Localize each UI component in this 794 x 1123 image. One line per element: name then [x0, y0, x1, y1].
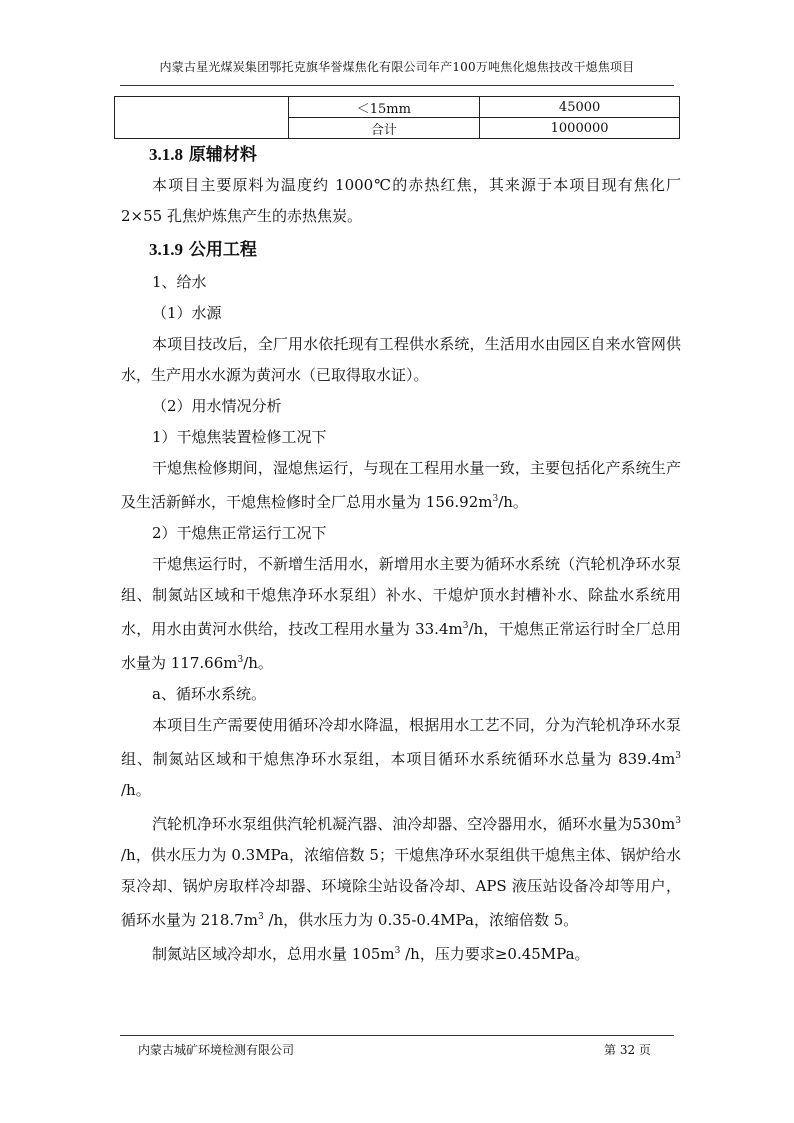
paragraph-nitrogen-station	[121, 936, 681, 970]
list-item: 1）干熄焦装置检修工况下	[152, 428, 327, 446]
text-run: /h，供水压力为 0.35-0.4MPa，浓缩倍数 5。	[263, 911, 579, 929]
data-table	[114, 96, 680, 139]
table-cell: 45000	[480, 97, 680, 118]
table-cell: 1000000	[480, 118, 680, 139]
paragraph-raw-materials: 本项目主要原料为温度约 1000℃的赤热红焦，其来源于本项目现有焦化厂2×55 孔焦炉炼焦产生的赤热焦炭。	[121, 176, 681, 225]
text-run: /h。	[243, 654, 273, 672]
header-divider	[120, 85, 674, 86]
list-item: （2）用水情况分析	[152, 397, 282, 415]
text-run: /h。	[121, 781, 151, 799]
table-row	[115, 97, 680, 118]
page-content	[121, 139, 681, 970]
text-run: 干熄焦检修期间，湿熄焦运行，与现在工程用水量一致，主要包括化产系统生产及生活新鲜水，干熄焦检修时全厂总用水量为 156.92m	[121, 459, 681, 511]
section-number: 3.1.9	[149, 240, 183, 259]
table-cell	[115, 97, 289, 139]
paragraph-turbine-pumps	[121, 806, 681, 936]
superscript: 3	[675, 751, 681, 761]
superscript: 3	[462, 621, 469, 631]
text-run: /h，供水压力为 0.3MPa，浓缩倍数 5；干熄焦净环水泵组供干熄焦主体、锅炉给水泵冷却、锅炉房取样冷却器、环境除尘站设备冷却、APS 液压站设备冷却等用户，循环水量为 218.7m	[121, 846, 681, 929]
table-cell: ＜15mm	[288, 97, 480, 118]
list-item: a、循环水系统。	[152, 685, 266, 703]
text-run: /h，压力要求≥0.45MPa。	[400, 945, 590, 963]
footer-divider	[120, 1035, 674, 1036]
section-title: 公用工程	[188, 240, 257, 260]
paragraph-case1	[121, 453, 681, 518]
footer-company: 内蒙古城矿环境检测有限公司	[138, 1043, 295, 1057]
paragraph-case2	[121, 549, 681, 679]
text-run: /h，干熄焦正常运行时全厂总用水量为 117.66m	[121, 620, 681, 672]
paragraph-circulating-water	[121, 710, 681, 806]
superscript: 3	[257, 912, 264, 922]
section-number: 3.1.8	[149, 145, 183, 164]
page-header: 内蒙古星光煤炭集团鄂托克旗华誉煤焦化有限公司年产100万吨焦化熄焦技改干熄焦项目	[159, 60, 635, 74]
superscript: 3	[237, 655, 244, 665]
list-item: 2）干熄焦正常运行工况下	[152, 524, 327, 542]
superscript: 3	[394, 946, 401, 956]
superscript: 3	[675, 816, 681, 826]
text-run: 干熄焦运行时，不新增生活用水，新增用水主要为循环水系统（汽轮机净环水泵组、制氮站区域和干熄焦净环水泵组）补水、干熄炉顶水封槽补水、除盐水系统用水，用水由黄河水供给，技改工程用水量为 33.4m	[121, 555, 681, 638]
superscript: 3	[492, 494, 499, 504]
text-run: 制氮站区域冷却水，总用水量 105m	[152, 945, 395, 963]
section-title: 原辅材料	[188, 145, 257, 165]
section-heading-319	[121, 232, 681, 267]
paragraph-water-source: 本项目技改后，全厂用水依托现有工程供水系统，生活用水由园区自来水管网供水，生产用水水源为黄河水（已取得取水证）。	[121, 335, 681, 384]
text-run: 本项目生产需要使用循环冷却水降温，根据用水工艺不同，分为汽轮机净环水泵组、制氮站区域和干熄焦净环水泵组，本项目循环水系统循环水总量为 839.4m	[121, 716, 681, 768]
page-number: 第 32 页	[604, 1043, 651, 1057]
list-item: 1、给水	[152, 273, 207, 291]
text-run: /h。	[498, 493, 528, 511]
list-item: （1）水源	[152, 304, 222, 322]
text-run: 汽轮机净环水泵组供汽轮机凝汽器、油冷却器、空冷器用水，循环水量为530m	[152, 815, 676, 833]
table-cell: 合计	[288, 118, 480, 139]
section-heading-318	[121, 139, 681, 170]
